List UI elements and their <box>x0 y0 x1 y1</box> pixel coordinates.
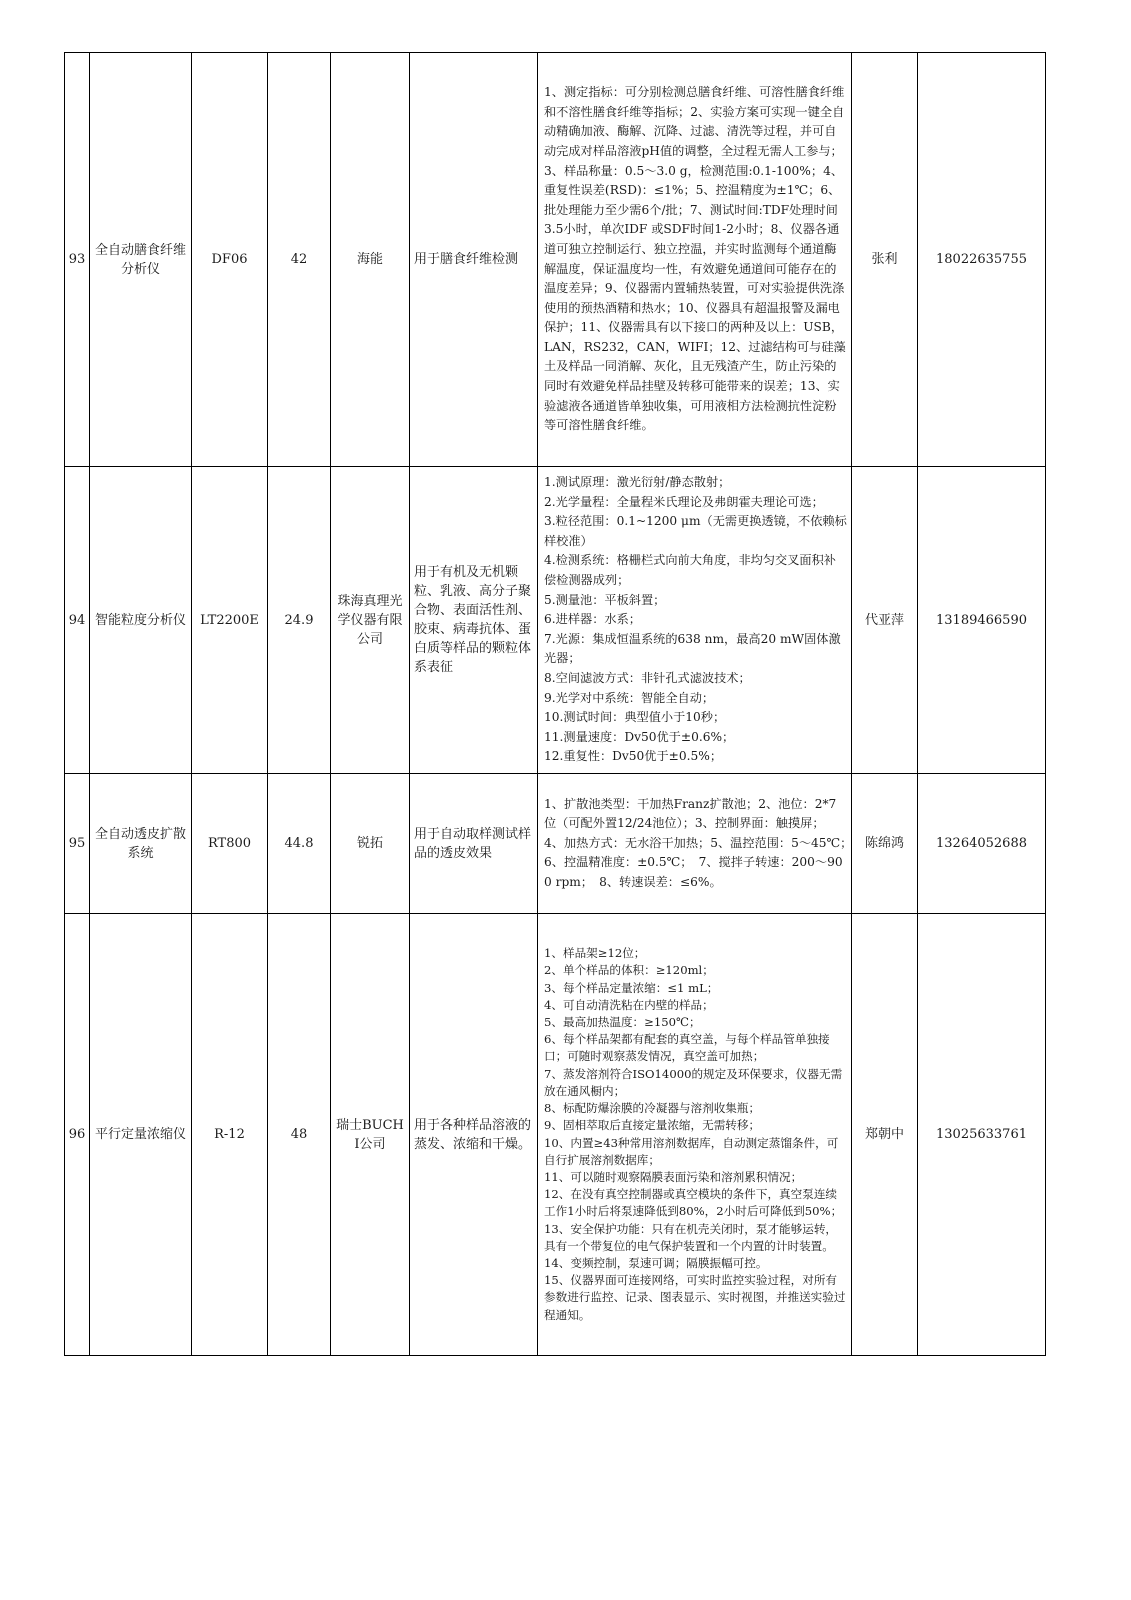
purpose-cell: 用于自动取样测试样品的透皮效果 <box>410 774 538 914</box>
model-cell: DF06 <box>192 53 268 467</box>
spec-line: 11.测量速度：Dv50优于±0.6%； <box>544 729 735 744</box>
spec-line: 3.粒径范围：0.1~1200 μm（无需更换透镜，不依赖标样校准） <box>544 514 847 548</box>
spec-line: 8、标配防爆涂膜的冷凝器与溶剂收集瓶； <box>544 1101 761 1116</box>
brand-cell: 海能 <box>331 53 410 467</box>
spec-cell: 1、扩散池类型：干加热Franz扩散池；2、池位：2*7位（可配外置12/24池位）；3、控制界面：触摸屏； 4、加热方式：无水浴干加热；5、温控范围：5～45℃； 6、控温精准度：±0.5℃； 7、搅拌子转速：200～900 rpm； 8、转速误差：≤6%。 <box>538 774 852 914</box>
contact-cell: 郑朝中 <box>852 914 918 1356</box>
table-row <box>65 774 1046 914</box>
model-cell: LT2200E <box>192 467 268 774</box>
spec-line: 10、内置≥43种常用溶剂数据库，自动测定蒸馏条件，可自行扩展溶剂数据库； <box>544 1135 839 1167</box>
spec-line: 7.光源：集成恒温系统的638 nm，最高20 mW固体激光器； <box>544 631 841 666</box>
purpose-cell: 用于各种样品溶液的蒸发、浓缩和干燥。 <box>410 914 538 1356</box>
seq-cell: 96 <box>65 914 90 1356</box>
table-row <box>65 914 1046 1356</box>
spec-line: 6.进样器：水系； <box>544 612 641 627</box>
seq-cell: 93 <box>65 53 90 467</box>
spec-line: 3、每个样品定量浓缩：≤1 mL； <box>544 980 719 995</box>
brand-cell: 珠海真理光学仪器有限公司 <box>331 467 410 774</box>
spec-line: 9.光学对中系统：智能全自动； <box>544 690 715 705</box>
contact-cell: 陈绵鸿 <box>852 774 918 914</box>
spec-line: 12、在没有真空控制器或真空模块的条件下，真空泵连续工作1小时后将泵速降低到80%，2小时后可降低到50%； <box>544 1187 843 1219</box>
purpose-cell: 用于膳食纤维检测 <box>410 53 538 467</box>
price-cell: 48 <box>268 914 331 1356</box>
spec-line: 1.测试原理：激光衍射/静态散射； <box>544 475 731 490</box>
phone-cell: 13189466590 <box>918 467 1046 774</box>
spec-line: 5、最高加热温度：≥150℃； <box>544 1015 701 1030</box>
equipment-name-cell: 平行定量浓缩仪 <box>90 914 192 1356</box>
spec-line: 7、蒸发溶剂符合ISO14000的规定及环保要求，仪器无需放在通风橱内； <box>544 1066 843 1098</box>
spec-line: 1、样品架≥12位； <box>544 946 646 961</box>
brand-cell: 锐拓 <box>331 774 410 914</box>
phone-cell: 18022635755 <box>918 53 1046 467</box>
model-cell: R-12 <box>192 914 268 1356</box>
price-cell: 44.8 <box>268 774 331 914</box>
equipment-table <box>64 52 1046 1356</box>
spec-line: 11、可以随时观察隔膜表面污染和溶剂累积情况； <box>544 1169 803 1184</box>
table-row <box>65 467 1046 774</box>
spec-line: 5.测量池：平板斜置； <box>544 592 666 607</box>
phone-cell: 13264052688 <box>918 774 1046 914</box>
spec-cell <box>538 467 852 774</box>
purpose-cell: 用于有机及无机颗粒、乳液、高分子聚合物、表面活性剂、胶束、病毒抗体、蛋白质等样品的颗粒体系表征 <box>410 467 538 774</box>
price-cell: 42 <box>268 53 331 467</box>
contact-cell: 代亚萍 <box>852 467 918 774</box>
spec-line: 6、每个样品架都有配套的真空盖，与每个样品管单独接口；可随时观察蒸发情况，真空盖可加热； <box>544 1032 830 1064</box>
spec-line: 14、变频控制，泵速可调；隔膜振幅可控。 <box>544 1255 768 1270</box>
seq-cell: 94 <box>65 467 90 774</box>
model-cell: RT800 <box>192 774 268 914</box>
phone-cell: 13025633761 <box>918 914 1046 1356</box>
spec-line: 9、固相萃取后直接定量浓缩，无需转移； <box>544 1118 761 1133</box>
equipment-name-cell: 智能粒度分析仪 <box>90 467 192 774</box>
spec-line: 2.光学量程：全量程米氏理论及弗朗霍夫理论可选； <box>544 494 824 509</box>
spec-line: 4.检测系统：格栅栏式向前大角度，非均匀交叉面积补偿检测器成列； <box>544 553 836 588</box>
price-cell: 24.9 <box>268 467 331 774</box>
equipment-name-cell: 全自动透皮扩散系统 <box>90 774 192 914</box>
spec-cell <box>538 914 852 1356</box>
spec-line: 12.重复性：Dv50优于±0.5%； <box>544 749 723 764</box>
table-row <box>65 53 1046 467</box>
spec-line: 8.空间滤波方式：非针孔式滤波技术； <box>544 670 751 685</box>
spec-line: 13、安全保护功能：只有在机壳关闭时，泵才能够运转，具有一个带复位的电气保护装置和一个内置的计时装置。 <box>544 1221 838 1253</box>
equipment-name-cell: 全自动膳食纤维分析仪 <box>90 53 192 467</box>
spec-cell: 1、测定指标：可分别检测总膳食纤维、可溶性膳食纤维和不溶性膳食纤维等指标；2、实验方案可实现一键全自动精确加液、酶解、沉降、过滤、清洗等过程，并可自动完成对样品溶液pH值的调整，全过程无需人工参与；3、样品称量：0.5～3.0 g，检测范围:0.1-100%；4、重复性误差(RSD)：≤1%；5、控温精度为±1℃；6、批处理能力至少需6个/批；7、测试时间:TDF处理时间3.5小时，单次IDF 或SDF时间1-2小时；8、仪器各通道可独立控制运行、独立控温，并实时监测每个通道酶解温度，保证温度均一性，有效避免通道间可能存在的温度差异；9、仪器需内置辅热装置，可对实验提供洗涤使用的预热酒精和热水；10、仪器具有超温报警及漏电保护；11、仪器需具有以下接口的两种及以上：USB，LAN，RS232，CAN，WIFI；12、过滤结构可与硅藻土及样品一同消解、灰化，且无残渣产生，防止污染的同时有效避免样品挂壁及转移可能带来的误差；13、实验滤液各通道皆单独收集，可用液相方法检测抗性淀粉等可溶性膳食纤维。 <box>538 53 852 467</box>
spec-line: 2、单个样品的体积：≥120ml； <box>544 963 714 978</box>
spec-line: 10.测试时间：典型值小于10秒； <box>544 710 726 725</box>
contact-cell: 张利 <box>852 53 918 467</box>
brand-cell: 瑞士BUCHI公司 <box>331 914 410 1356</box>
spec-line: 15、仪器界面可连接网络，可实时监控实验过程，对所有参数进行监控、记录、图表显示、实时视图，并推送实验过程通知。 <box>544 1273 846 1322</box>
spec-line: 4、可自动清洗粘在内壁的样品； <box>544 997 714 1012</box>
seq-cell: 95 <box>65 774 90 914</box>
